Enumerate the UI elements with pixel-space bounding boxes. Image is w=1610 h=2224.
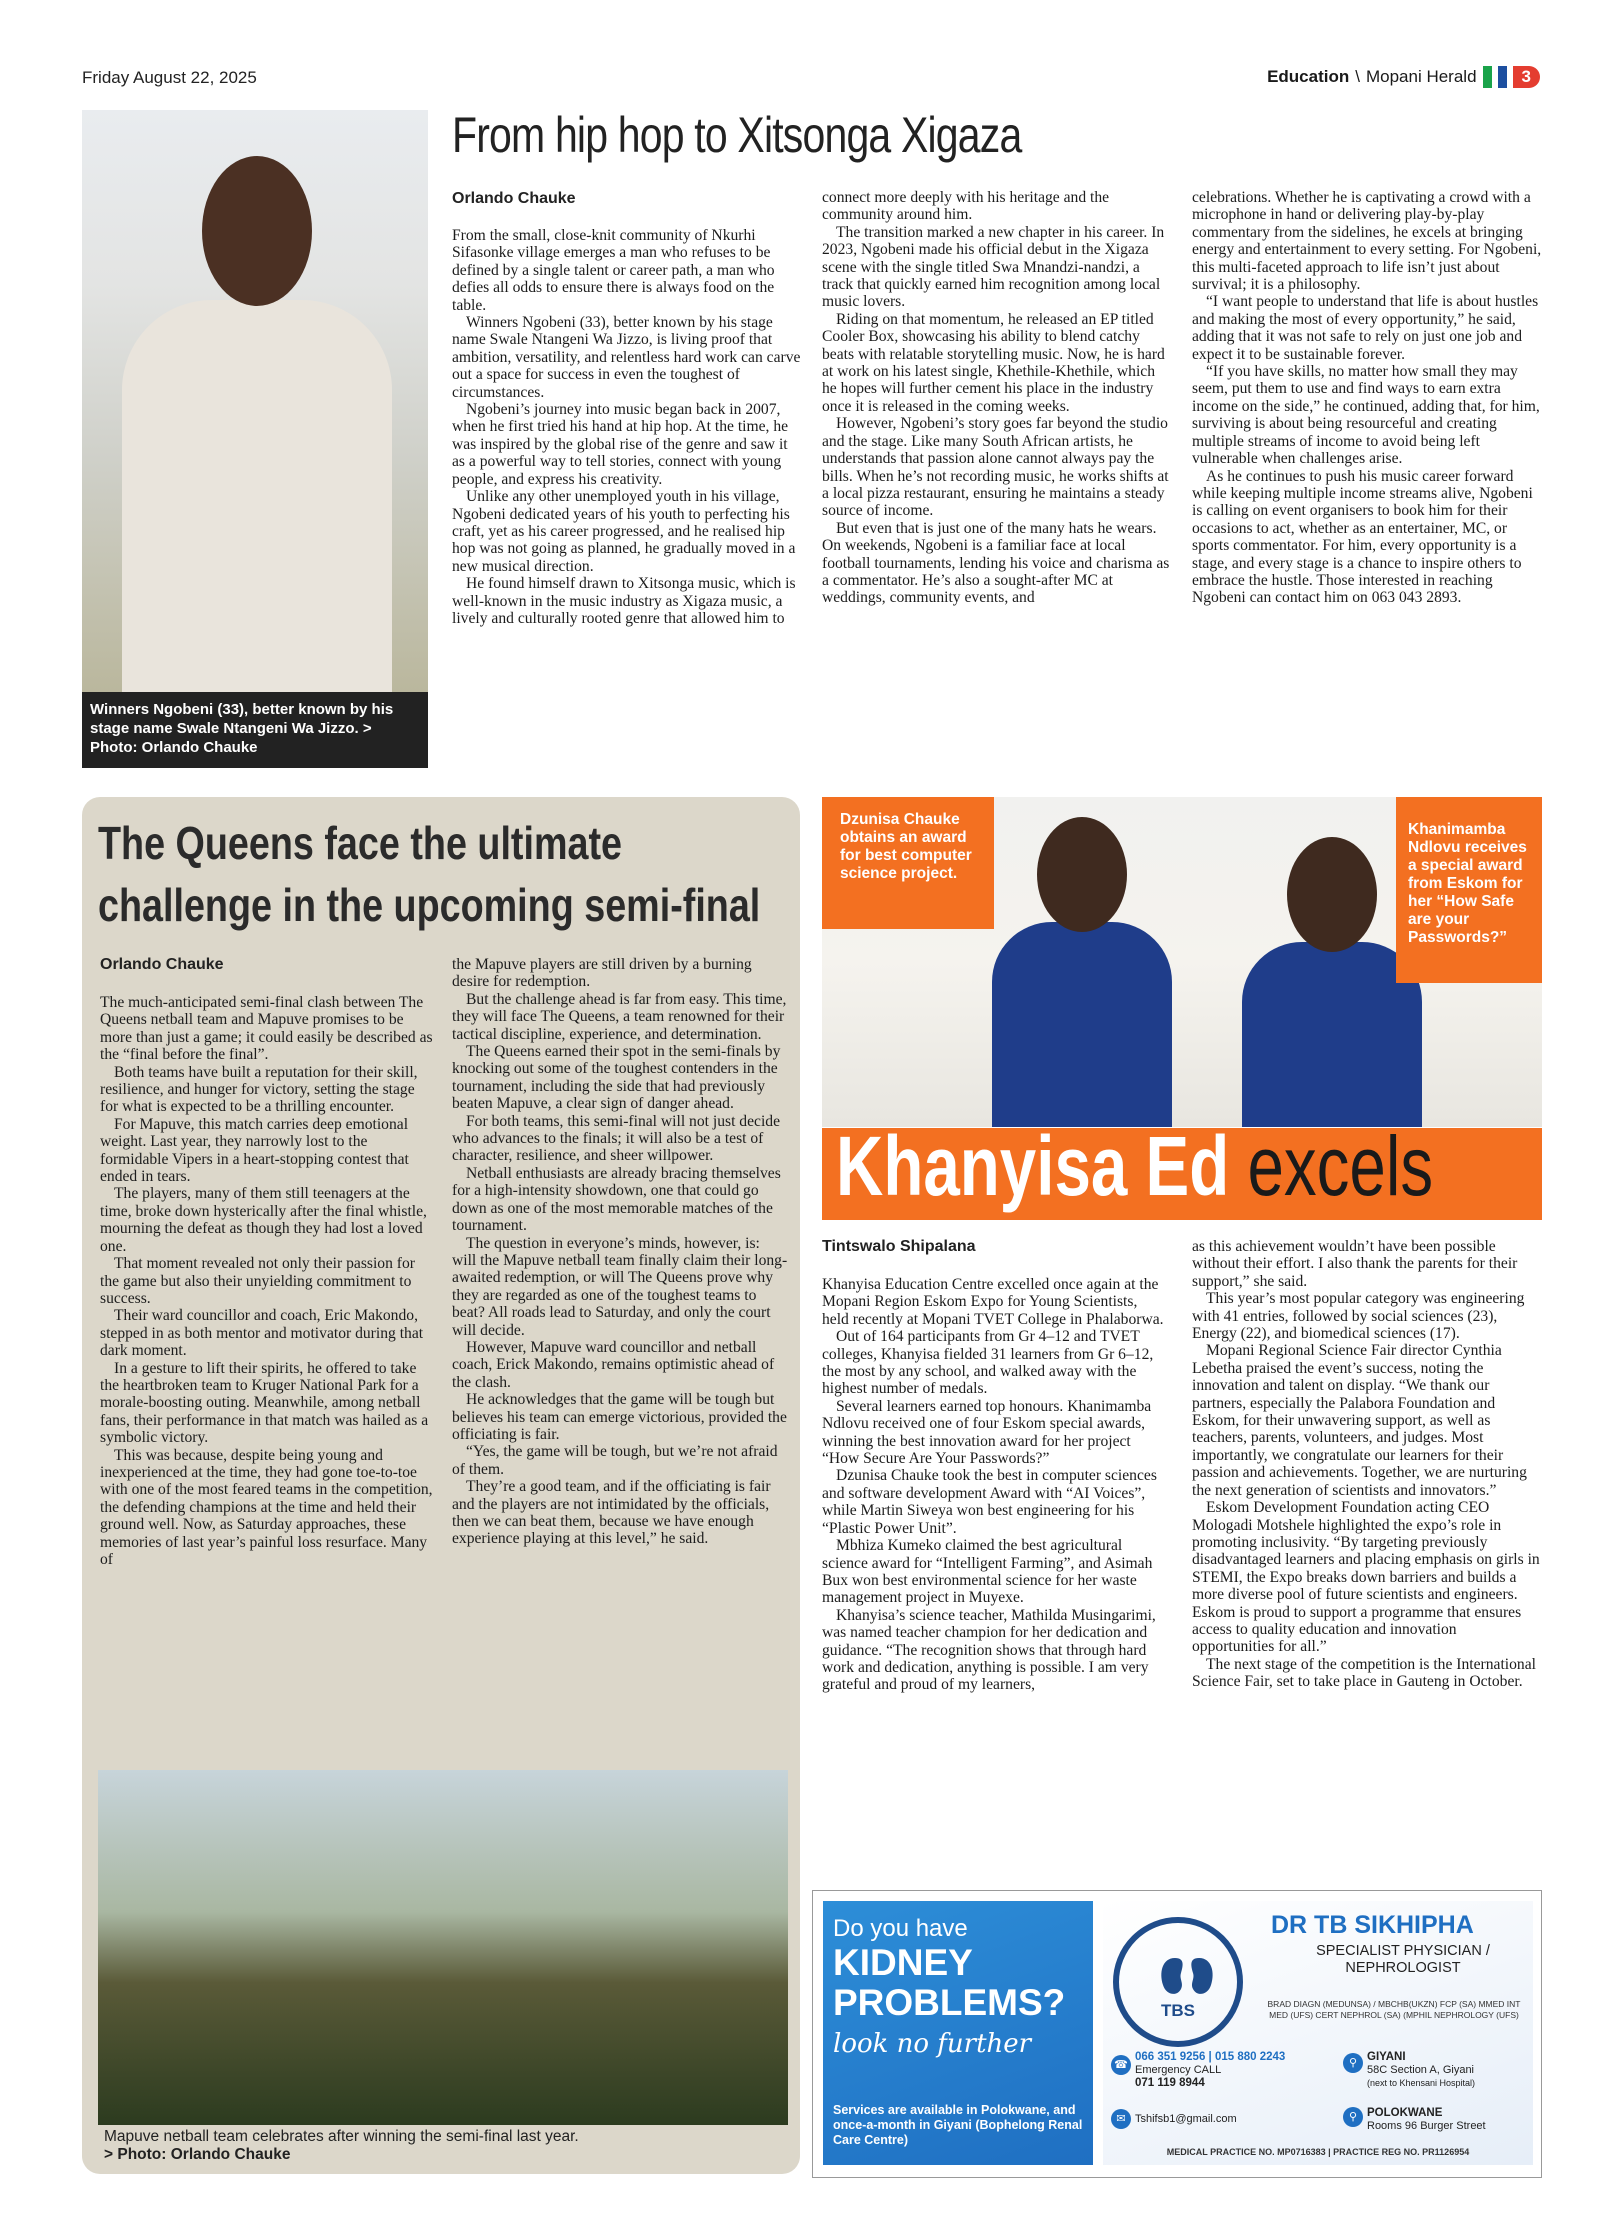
page-number: 3 [1513,66,1540,88]
khanyisa-headline [836,1118,1433,1215]
section-name: Education [1267,67,1350,86]
paragraph: connect more deeply with his heritage and the community around him. [822,189,1110,224]
paragraph: Their ward councillor and coach, Eric Makondo, stepped in as both mentor and motivator during that dark moment. [100,1307,424,1360]
paragraph: That moment revealed not only their passion for the game but also their unyielding commitment to success. [100,1255,415,1307]
paragraph: Both teams have built a reputation for their skill, resilience, and hunger for victory, setting the stage for what is expected to be a thrilling encounter. [100,1063,418,1116]
paragraph: The transition marked a new chapter in his career. In 2023, Ngobeni made his official debut in the Xigaza scene with the single titled Swa Mnandzi-nandzi, a track that quickly earned him recognition among local music lovers. [822,223,1165,311]
paragraph: Khanyisa Education Centre excelled once again at the Mopani Region Eskom Expo for Young Scientists, held recently at Mopani TVET College in Phalaborwa. [822,1276,1164,1328]
artist-photo-caption: Winners Ngobeni (33), better known by his stage name Swale Ntangeni Wa Jizzo. > Photo: Orlando Chauke [82,692,428,768]
blue-bar [1498,66,1507,88]
phone-icon: ☎ [1111,2055,1131,2075]
kidney-advert [812,1890,1542,2178]
paragraph: They’re a good team, and if the officiating is fair and the players are not intimidated by the officials, then we can beat them, because we have enough experience playing at this level,” he said. [452,1478,771,1548]
publication-name: Mopani Herald [1365,67,1477,86]
paragraph: “Yes, the game will be tough, but we’re not afraid of them. [452,1443,778,1478]
queens-col-1 [100,994,436,1568]
paragraph: However, Ngobeni’s story goes far beyond the studio and the stage. Like many South African artists, he understands that passion alone cannot always pay the bills. When he’s not recording music, he works shifts at a local pizza restaurant, ensuring he maintains a steady source of income. [822,415,1169,520]
paragraph: The players, many of them still teenagers at the time, broke down hysterically after the final whistle, mourning the defeat as though they had lost a loved one. [100,1185,427,1255]
location-giyani [1367,2051,1527,2090]
advert-right-panel [1103,1901,1533,2165]
khanyisa-col-1 [822,1276,1166,1694]
tbs-logo-text: TBS [1161,2001,1195,2020]
paragraph: Out of 164 participants from Gr 4–12 and TVET colleges, Khanyisa fielded 31 learners from Gr 6–12, the most by any school, and walked away with the highest number of medals. [822,1328,1154,1398]
paragraph: For Mapuve, this match carries deep emotional weight. Last year, they narrowly lost to the formidable Vipers in a heart-stopping contest that ended in tears. [100,1115,409,1186]
student-head [1037,817,1127,932]
green-bar [1483,66,1492,88]
advert-availability: Services are available in Polokwane, and once-a-month in Giyani (Bophelong Renal Care Centre) [833,2103,1083,2147]
headline-regular-part: excels [1247,1119,1434,1213]
khanyisa-byline: Tintswalo Shipalana [822,1238,976,1255]
location-pin-icon: ⚲ [1343,2053,1363,2073]
netball-photo-credit: > Photo: Orlando Chauke [104,2146,291,2163]
paragraph: Riding on that momentum, he released an EP titled Cooler Box, showcasing his ability to blend catchy beats with relatable storytelling music. Now, he is hard at work on his latest single, Khethile-Khethile, which he hopes will further cement his place in the industry once it is released in the coming weeks. [822,310,1165,415]
paragraph: Dzunisa Chauke took the best in computer sciences and software development Award with “AI Voices”, while Martin Siweya won best engineering for his “Plastic Power Unit”. [822,1467,1157,1537]
tbs-logo [1113,1917,1243,2047]
email-icon: ✉ [1111,2109,1131,2129]
issue-date: Friday August 22, 2025 [82,68,257,87]
doctor-name: DR TB SIKHIPHA [1271,1911,1474,1939]
location-address: 58C Section A, Giyani [1367,2064,1475,2076]
location-polokwane [1367,2107,1527,2133]
location-note: (next to Khensani Hospital) [1367,2078,1476,2088]
paragraph: But even that is just one of the many hats he wears. On weekends, Ngobeni is a familiar face at local football tournaments, lending his voice and charisma as a commentator. He’s also a sought-after MC at weddings, community events, and [822,519,1170,607]
paragraph: However, Mapuve ward councillor and netball coach, Erick Makondo, remains optimistic ahead of the clash. [452,1338,775,1391]
paragraph: The next stage of the competition is the International Science Fair, set to take place in Gauteng in October. [1192,1655,1536,1691]
email-address: Tshifsb1@gmail.com [1135,2113,1237,2125]
advert-script-text: look no further [833,2029,1032,2059]
location-address: Rooms 96 Burger Street [1367,2120,1486,2132]
dzunisa-caption: Dzunisa Chauke obtains an award for best computer science project. [822,797,994,929]
paragraph: celebrations. Whether he is captivating a crowd with a microphone in hand or delivering play-by-play commentary from the sidelines, he excels at bringing energy and entertainment to every setting. For Ngobeni, this multi-faceted approach to life isn’t just about survival; it is a philosophy. [1192,189,1542,294]
advert-headline-2: PROBLEMS? [833,1982,1066,2023]
paragraph: From the small, close-knit community of Nkurhi Sifasonke village emerges a man who refuses to be defined by a single talent or career path, a man who defies all odds to ensure there is always food on the table. [452,227,775,314]
doctor-qualifications: BRAD DIAGN (MEDUNSA) / MBCHB(UKZN) FCP (SA) MMED INT MED (UFS) CERT NEPHROL (SA) (MPHIL NEPHROLOGY (UFS) [1267,1999,1521,2020]
student-dzunisa [992,817,1172,1127]
artist-photo [82,110,428,692]
paragraph: In a gesture to lift their spirits, he offered to take the heartbroken team to Kruger National Park for a morale-boosting outing. Meanwhile, among netball fans, their performance in that match was hailed as a symbolic victory. [100,1359,429,1447]
page-header [1267,66,1540,88]
paragraph: Winners Ngobeni (33), better known by his stage name Swale Ntangeni Wa Jizzo, is living proof that ambition, versatility, and relentless hard work can carve out a space for success in even the toughest of circumstances. [452,314,801,401]
paragraph: He acknowledges that the game will be tough but believes his team can emerge victorious, provided the officiating is fair. [452,1391,787,1443]
paragraph: The question in everyone’s minds, however, is: will the Mapuve netball team finally claim their long-awaited redemption, or will The Queens prove why they are regarded as one of the toughest teams to beat? All roads lead to Saturday, and only the court will decide. [452,1234,788,1339]
student-khanimamba [1242,837,1422,1127]
paragraph: Khanyisa’s science teacher, Mathilda Musingarimi, was named teacher champion for her dedication and guidance. “The recognition shows that through hard work and dedication, anything is possible. I am very grateful and proud of my learners, [822,1606,1156,1694]
student-blazer [1242,942,1422,1127]
hiphop-byline: Orlando Chauke [452,190,576,207]
location-name: POLOKWANE [1367,2107,1443,2119]
phone-numbers: 066 351 9256 | 015 880 2243 [1135,2051,1286,2063]
khanimamba-caption: Khanimamba Ndlovu receives a special award from Eskom for her “How Safe are your Passwords?” [1396,797,1542,983]
paragraph: For both teams, this semi-final will not just decide who advances to the finals; it will also be a test of character, resilience, and sheer willpower. [452,1112,780,1165]
paragraph: Eskom Development Foundation acting CEO Mologadi Motshele highlighted the expo’s role in promoting inclusivity. “By targeting previously disadvantaged learners and placing emphasis on girls in STEMI, the Expo breaks down barriers and builds a more diverse pool of future scientists and engineers. Eskom is proud to support a programme that ensures access to quality education and innovation opportunities for all.” [1192,1499,1540,1656]
location-pin-icon: ⚲ [1343,2107,1363,2127]
artist-shirt [122,300,392,692]
location-name: GIYANI [1367,2051,1406,2063]
artist-head [202,156,312,306]
paragraph: Mbhiza Kumeko claimed the best agricultural science award for “Intelligent Farming”, and Asimah Bux won best environmental science for her waste management project in Muyexe. [822,1537,1153,1607]
kidney-icon [1157,1953,1217,2003]
queens-col-2 [452,956,788,1548]
paragraph: This year’s most popular category was engineering with 41 entries, followed by social sciences (23), Energy (22), and biomedical sciences (17). [1192,1290,1525,1343]
paragraph: He found himself drawn to Xitsonga music, which is well-known in the music industry as Xigaza music, a lively and culturally rooted genre that allowed him to [452,575,796,627]
queens-headline: The Queens face the ultimate challenge in the upcoming semi-final [98,817,761,931]
doctor-specialty: SPECIALIST PHYSICIAN / NEPHROLOGIST [1316,1943,1490,1976]
paragraph: But the challenge ahead is far from easy. This time, they will face The Queens, a team renowned for their tactical discipline, experience, and determination. [452,990,787,1043]
hiphop-col-2 [822,189,1172,607]
paragraph: “I want people to understand that life is about hustles and making the most of every opportunity,” he said, adding that it was not safe to rely on just one job and expect it to be sustainable forever. [1192,293,1539,363]
queens-byline: Orlando Chauke [100,956,224,973]
paragraph: The much-anticipated semi-final clash between The Queens netball team and Mapuve promises to be more than just a game; it could easily be described as the “final before the final”. [100,994,433,1064]
paragraph: Unlike any other unemployed youth in his village, Ngobeni dedicated years of his youth to perfecting his craft, yet as his career progressed, and he realised hip hop was not going as planned, he gradually moved in a new musical direction. [452,488,796,575]
netball-photo-caption [104,2128,579,2164]
paragraph: as this achievement wouldn’t have been possible without their effort. I also thank the parents for their support,” she said. [1192,1238,1518,1290]
advert-left-panel [823,1901,1093,2165]
student-blazer [992,922,1172,1127]
practice-numbers: MEDICAL PRACTICE NO. MP0716383 | PRACTICE REG NO. PR1126954 [1166,2147,1470,2157]
emergency-label: Emergency CALL [1135,2064,1222,2076]
paragraph: Ngobeni’s journey into music began back in 2007, when he first tried his hand at hip hop. At the time, he was inspired by the global rise of the genre and saw it as a powerful way to tell stories, connect with young people, and express his creativity. [452,401,789,488]
paragraph: This was because, despite being young and inexperienced at the time, they had gone toe-to-toe with one of the most feared teams in the competition, the defending champions at the time and held their ground well. Now, as Saturday approaches, these memories of last year’s painful loss resurface. Many of [100,1446,433,1568]
netball-team-photo [98,1770,788,2125]
student-head [1287,837,1377,952]
hiphop-headline: From hip hop to Xitsonga Xigaza [452,107,1022,163]
emergency-phone: 071 119 8944 [1135,2077,1205,2089]
paragraph: the Mapuve players are still driven by a burning desire for redemption. [452,956,752,991]
paragraph: Netball enthusiasts are already bracing themselves for a high-intensity showdown, one that could go down as one of the most memorable matches of the tournament. [452,1164,781,1235]
hiphop-col-3 [1192,189,1542,607]
paragraph: As he continues to push his music career forward while keeping multiple income streams alive, Ngobeni is calling on event organisers to book him for their occasions to act, whether as an entertainer, MC, or sports commentator. For him, every opportunity is a stage, and every stage is a chance to inspire others to embrace the hustle. Those interested in reaching Ngobeni can contact him on 063 043 2893. [1192,467,1533,607]
paragraph: “If you have skills, no matter how small they may seem, put them to use and find ways to earn extra income on the side,” he continued, adding that, for him, surviving is about being resourceful and creating multiple streams of income to avoid being left vulnerable when challenges arise. [1192,363,1540,468]
paragraph: Several learners earned top honours. Khanimamba Ndlovu received one of four Eskom special awards, winning the best innovation award for her project “How Secure Are Your Passwords?” [822,1397,1152,1468]
header-separator: \ [1355,67,1360,86]
headline-bold-part: Khanyisa Ed [836,1119,1230,1213]
khanyisa-col-2 [1192,1238,1542,1691]
netball-caption-text: Mapuve netball team celebrates after winning the semi-final last year. [104,2128,579,2145]
advert-question: Do you have [833,1915,968,1942]
paragraph: The Queens earned their spot in the semi-finals by knocking out some of the toughest contenders in the tournament, including the side that had previously beaten Mapuve, a clear sign of danger ahead. [452,1043,781,1113]
advert-headline-1: KIDNEY [833,1942,973,1983]
phone-block [1135,2051,1295,2090]
paragraph: Mopani Regional Science Fair director Cynthia Lebetha praised the event’s success, noting the innovation and talent on display. “We thank our partners, especially the Palabora Foundation and Eskom, for their unwavering support, as well as teachers, parents, volunteers, and judges. Most importantly, we congratulate our learners for their passion and achievements. Together, we are nurturing the next generation of scientists and innovators.” [1192,1342,1527,1499]
hiphop-col-1 [452,227,802,627]
